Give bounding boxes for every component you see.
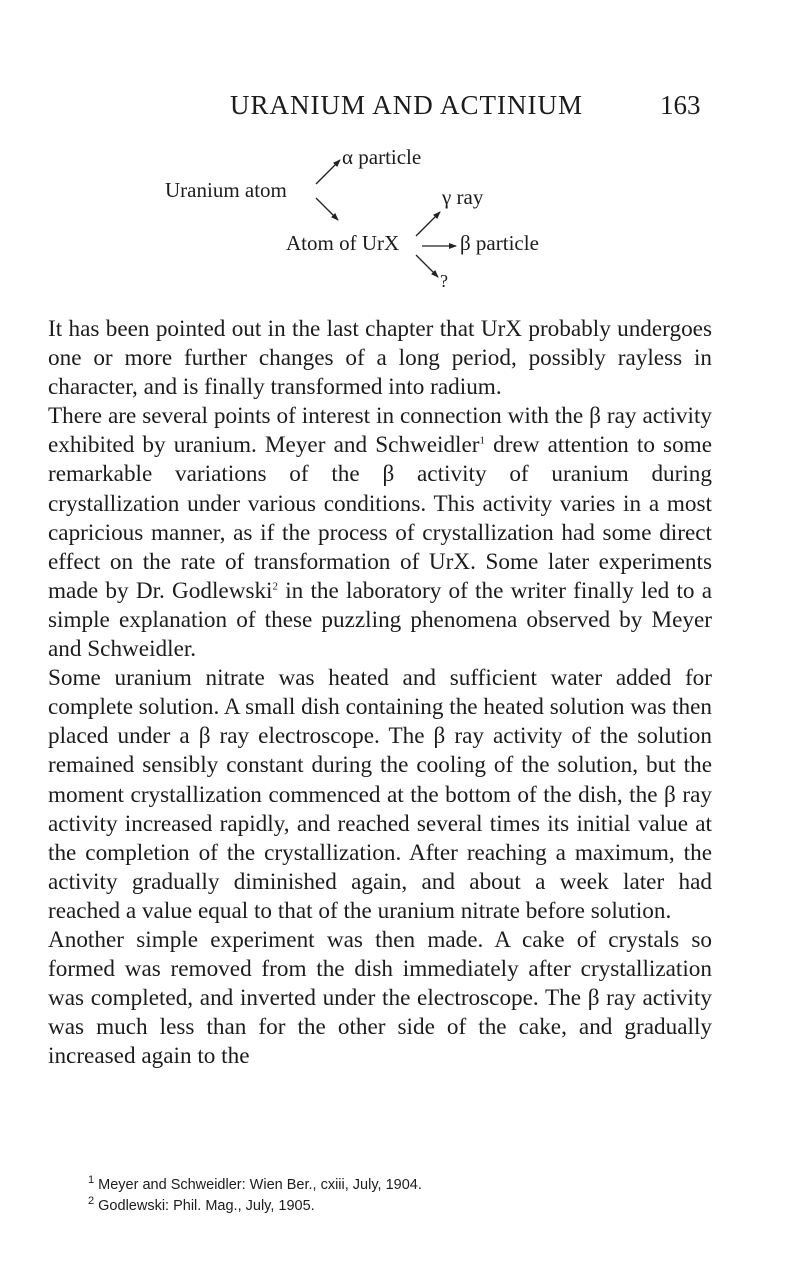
body-text <box>48 315 712 1071</box>
arrow-uranium-to-urx <box>316 198 338 220</box>
footnote-2-number: 2 <box>88 1195 95 1208</box>
paragraph-4: Another simple experiment was then made. A cake of crystals so formed was removed from the dish immediately after crystallization was completed, and inverted under the electroscope. The β ray activity was much less than for the other side of the cake, and gradually increased again to the <box>48 926 712 1070</box>
running-title: URANIUM AND ACTINIUM <box>230 90 584 120</box>
paragraph-1: It has been pointed out in the last chapter that UrX probably undergoes one or more further changes of a long period, possibly rayless in character, and is finally transformed into radium. <box>48 316 712 401</box>
footnote-1-text: Meyer and Schweidler: Wien Ber., cxiii, July, 1904. <box>98 1177 422 1193</box>
uranium-atom-label: Uranium atom <box>165 178 287 202</box>
paragraph-2-part-c: in the laboratory of the writer finally led to a simple explanation of these puzzling phenomena observed by Meyer and Schweidler. <box>48 577 713 663</box>
footnote-2-text: Godlewski: Phil. Mag., July, 1905. <box>98 1198 315 1214</box>
footnotes <box>88 1175 708 1217</box>
paragraph-3: Some uranium nitrate was heated and sufficient water added for complete solution. A small dish containing the heated solution was then placed under a β ray electroscope. The β ray activity of the solution remained sensibly constant during the cooling of the solution, but the moment crystallization commenced at the bottom of the dish, the β ray activity increased rapidly, and reached several times its initial value at the completion of the crystallization. After reaching a maximum, the activity gradually diminished again, and about a week later had reached a value equal to that of the uranium nitrate before solution. <box>48 665 712 924</box>
footnote-1 <box>88 1175 708 1196</box>
footnote-ref-1: 1 <box>479 434 485 447</box>
arrow-urx-to-unknown <box>416 255 438 277</box>
paragraph-2 <box>48 402 712 664</box>
page-number: 163 <box>660 90 701 120</box>
urx-atom-label: Atom of UrX <box>286 231 400 255</box>
footnote-ref-2: 2 <box>272 580 279 593</box>
footnote-1-number: 1 <box>88 1174 95 1187</box>
footnote-2 <box>88 1196 708 1217</box>
arrow-urx-to-gamma <box>416 212 440 236</box>
running-head <box>0 90 800 130</box>
beta-particle-label: β particle <box>460 231 539 255</box>
arrow-uranium-to-alpha <box>316 160 340 184</box>
gamma-ray-label: γ ray <box>442 185 484 209</box>
paragraph-2-part-a: There are several points of interest in connection with the β ray activity exhibited by uranium. Meyer and Schweidler <box>48 403 712 459</box>
alpha-particle-label: α particle <box>342 145 422 169</box>
decay-diagram <box>0 135 800 295</box>
unknown-product-label: ? <box>440 271 448 291</box>
paragraph-2-part-b: drew attention to some remarkable variations of the β activity of uranium during crystallization under various conditions. This activity varies in a most capricious manner, as if the process of crystallization had some direct effect on the rate of transformation of UrX. Some later experiments made by Dr. Godlewski <box>48 432 712 604</box>
